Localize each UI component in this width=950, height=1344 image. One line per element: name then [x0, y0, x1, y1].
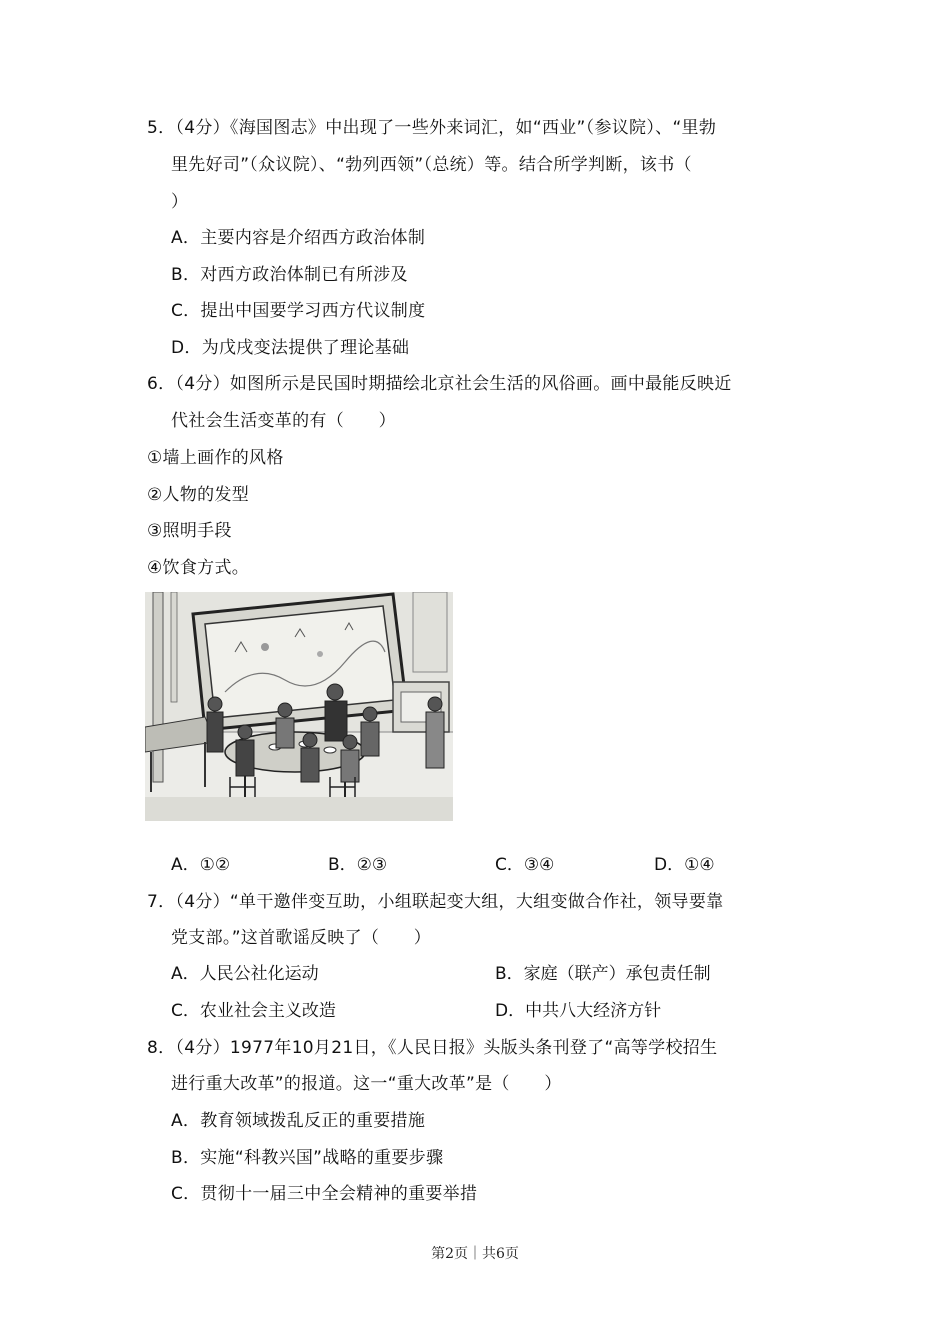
- q6-item-4: ④饮食方式。: [147, 558, 250, 578]
- folk-painting-image: [145, 592, 453, 821]
- q7-option-b[interactable]: B．家庭（联产）承包责任制: [495, 964, 711, 984]
- q7-option-a[interactable]: A．人民公社化运动: [171, 964, 319, 984]
- q8-stem-line2: 进行重大改革”的报道。这一“重大改革”是（ ）: [171, 1074, 562, 1094]
- q7-option-c[interactable]: C．农业社会主义改造: [171, 1001, 336, 1021]
- q6-option-d[interactable]: D．①④: [654, 855, 715, 875]
- q7-option-d[interactable]: D．中共八大经济方针: [495, 1001, 662, 1021]
- q6-item-1: ①墙上画作的风格: [147, 448, 284, 468]
- q8-option-a[interactable]: A．教育领域拨乱反正的重要措施: [171, 1111, 426, 1131]
- q8-stem-line1: 8．（4分）1977年10月21日，《人民日报》头版头条刊登了“高等学校招生: [147, 1038, 718, 1058]
- q6-option-b[interactable]: B．②③: [328, 855, 388, 875]
- q5-option-c[interactable]: C．提出中国要学习西方代议制度: [171, 301, 426, 321]
- q6-item-3: ③照明手段: [147, 521, 232, 541]
- q5-option-a[interactable]: A．主要内容是介绍西方政治体制: [171, 228, 426, 248]
- page-footer: 第2页｜共6页: [431, 1246, 519, 1262]
- q5-option-d[interactable]: D．为戊戌变法提供了理论基础: [171, 338, 410, 358]
- q6-item-2: ②人物的发型: [147, 485, 250, 505]
- q5-stem-line1: 5．（4分）《海国图志》中出现了一些外来词汇，如“西业”（参议院）、“里勃: [147, 118, 717, 138]
- q7-stem-line1: 7．（4分）“单干邀伴变互助，小组联起变大组，大组变做合作社，领导要靠: [147, 892, 724, 912]
- q8-option-b[interactable]: B．实施“科教兴国”战略的重要步骤: [171, 1148, 444, 1168]
- q5-stem-line2: 里先好司”（众议院）、“勃列西领”（总统）等。结合所学判断，该书（: [171, 155, 692, 175]
- q5-stem-line3: ）: [171, 192, 189, 212]
- q6-stem-line1: 6．（4分）如图所示是民国时期描绘北京社会生活的风俗画。画中最能反映近: [147, 374, 732, 394]
- q6-option-a[interactable]: A．①②: [171, 855, 231, 875]
- q6-option-c[interactable]: C．③④: [495, 855, 555, 875]
- q8-option-c[interactable]: C．贯彻十一届三中全会精神的重要举措: [171, 1184, 478, 1204]
- q5-option-b[interactable]: B．对西方政治体制已有所涉及: [171, 265, 408, 285]
- q6-stem-line2: 代社会生活变革的有（ ）: [171, 411, 396, 431]
- q7-stem-line2: 党支部。”这首歌谣反映了（ ）: [171, 928, 432, 948]
